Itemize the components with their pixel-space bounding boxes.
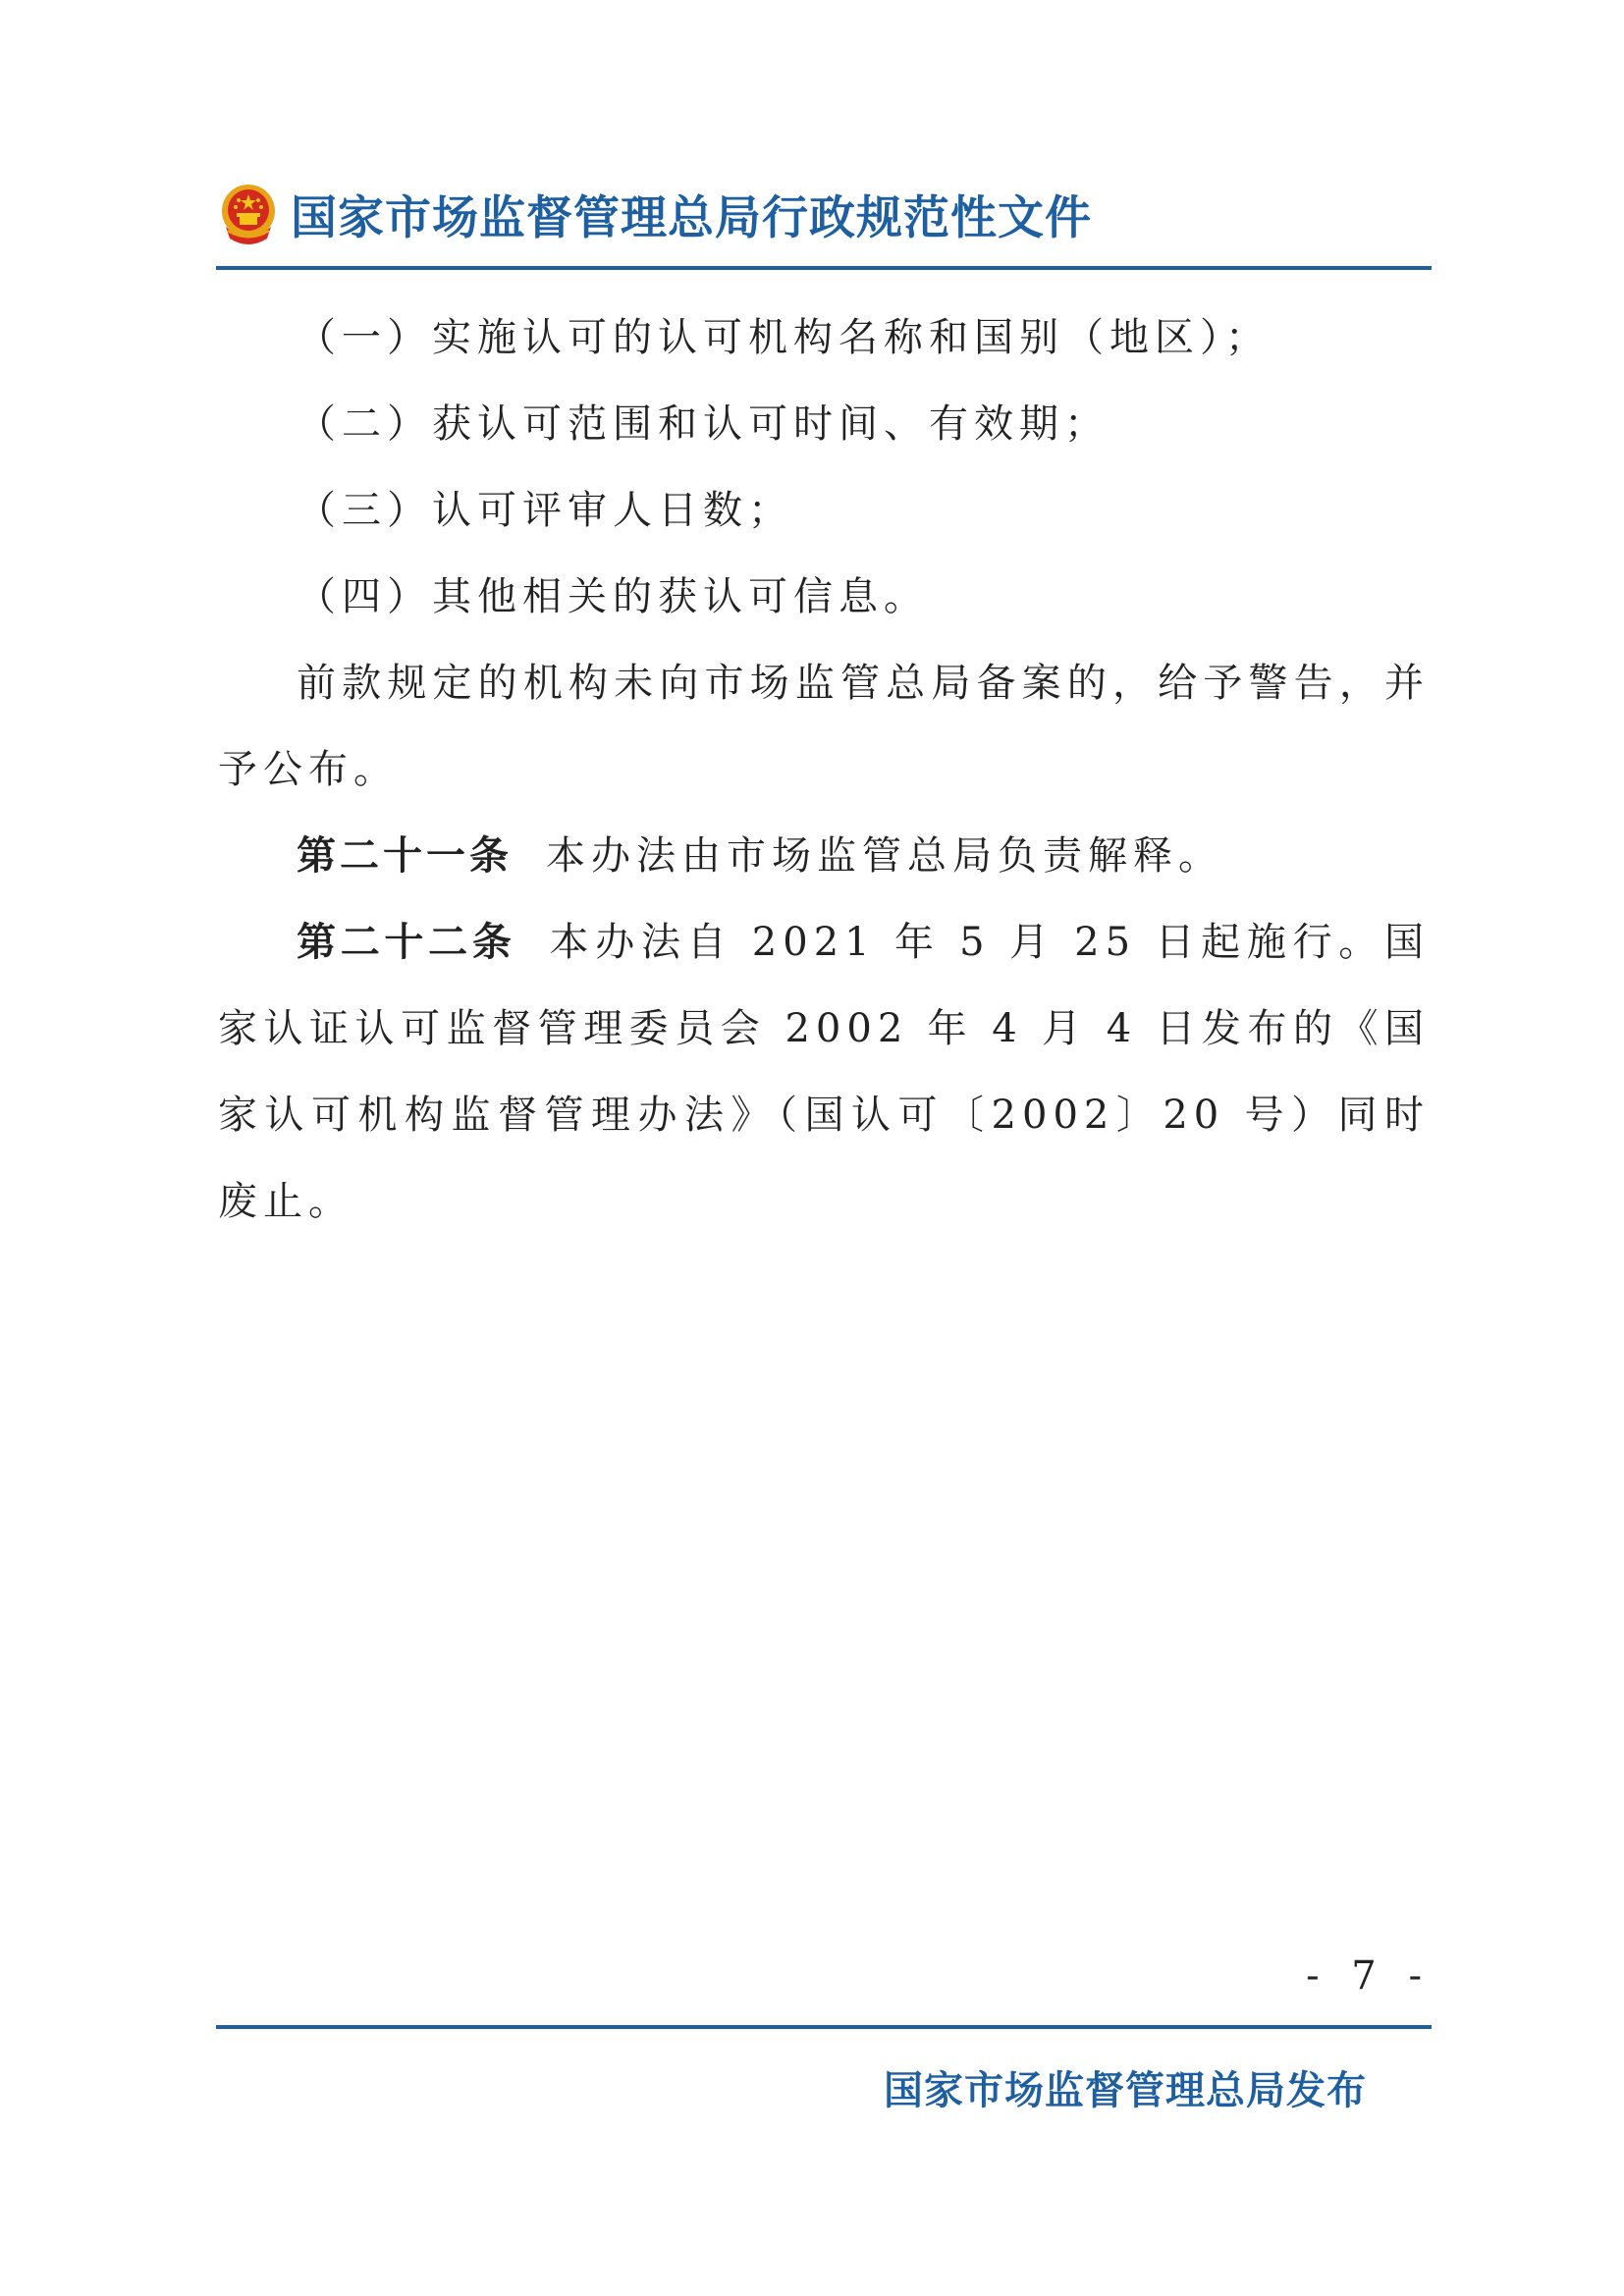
list-item: （四）其他相关的获认可信息。 [297, 574, 929, 619]
article-22 [218, 899, 1430, 1245]
header-title: 国家市场监督管理总局行政规范性文件 [291, 190, 1092, 245]
body-paragraph: 前款规定的机构未向市场监管总局备案的，给予警告，并予公布。 [218, 661, 1430, 792]
national-emblem-icon [218, 182, 279, 246]
footer-divider [216, 2025, 1432, 2029]
article-text: 本办法由市场监管总局负责解释。 [546, 833, 1223, 879]
article-number: 第二十二条 [297, 920, 516, 965]
list-item: （三）认可评审人日数； [297, 488, 793, 533]
list-item: （一）实施认可的认可机构名称和国别（地区）； [297, 315, 1271, 360]
footer-publisher: 国家市场监督管理总局发布 [884, 2068, 1367, 2113]
article-text: 本办法自 2021 年 5 月 25 日起施行。国家认证认可监督管理委员会 2002 年 4 月 4 日发布的《国家认可机构监督管理办法》（国认可〔2002〕20 号）同时废止。 [218, 920, 1431, 1224]
list-item: （二）获认可范围和认可时间、有效期； [297, 401, 1110, 447]
document-header [218, 175, 1092, 253]
header-divider [216, 266, 1432, 270]
article-number: 第二十一条 [297, 833, 513, 879]
document-body [218, 294, 1430, 1245]
page-number: - 7 - [1306, 1953, 1432, 1999]
article-21 [218, 813, 1430, 899]
